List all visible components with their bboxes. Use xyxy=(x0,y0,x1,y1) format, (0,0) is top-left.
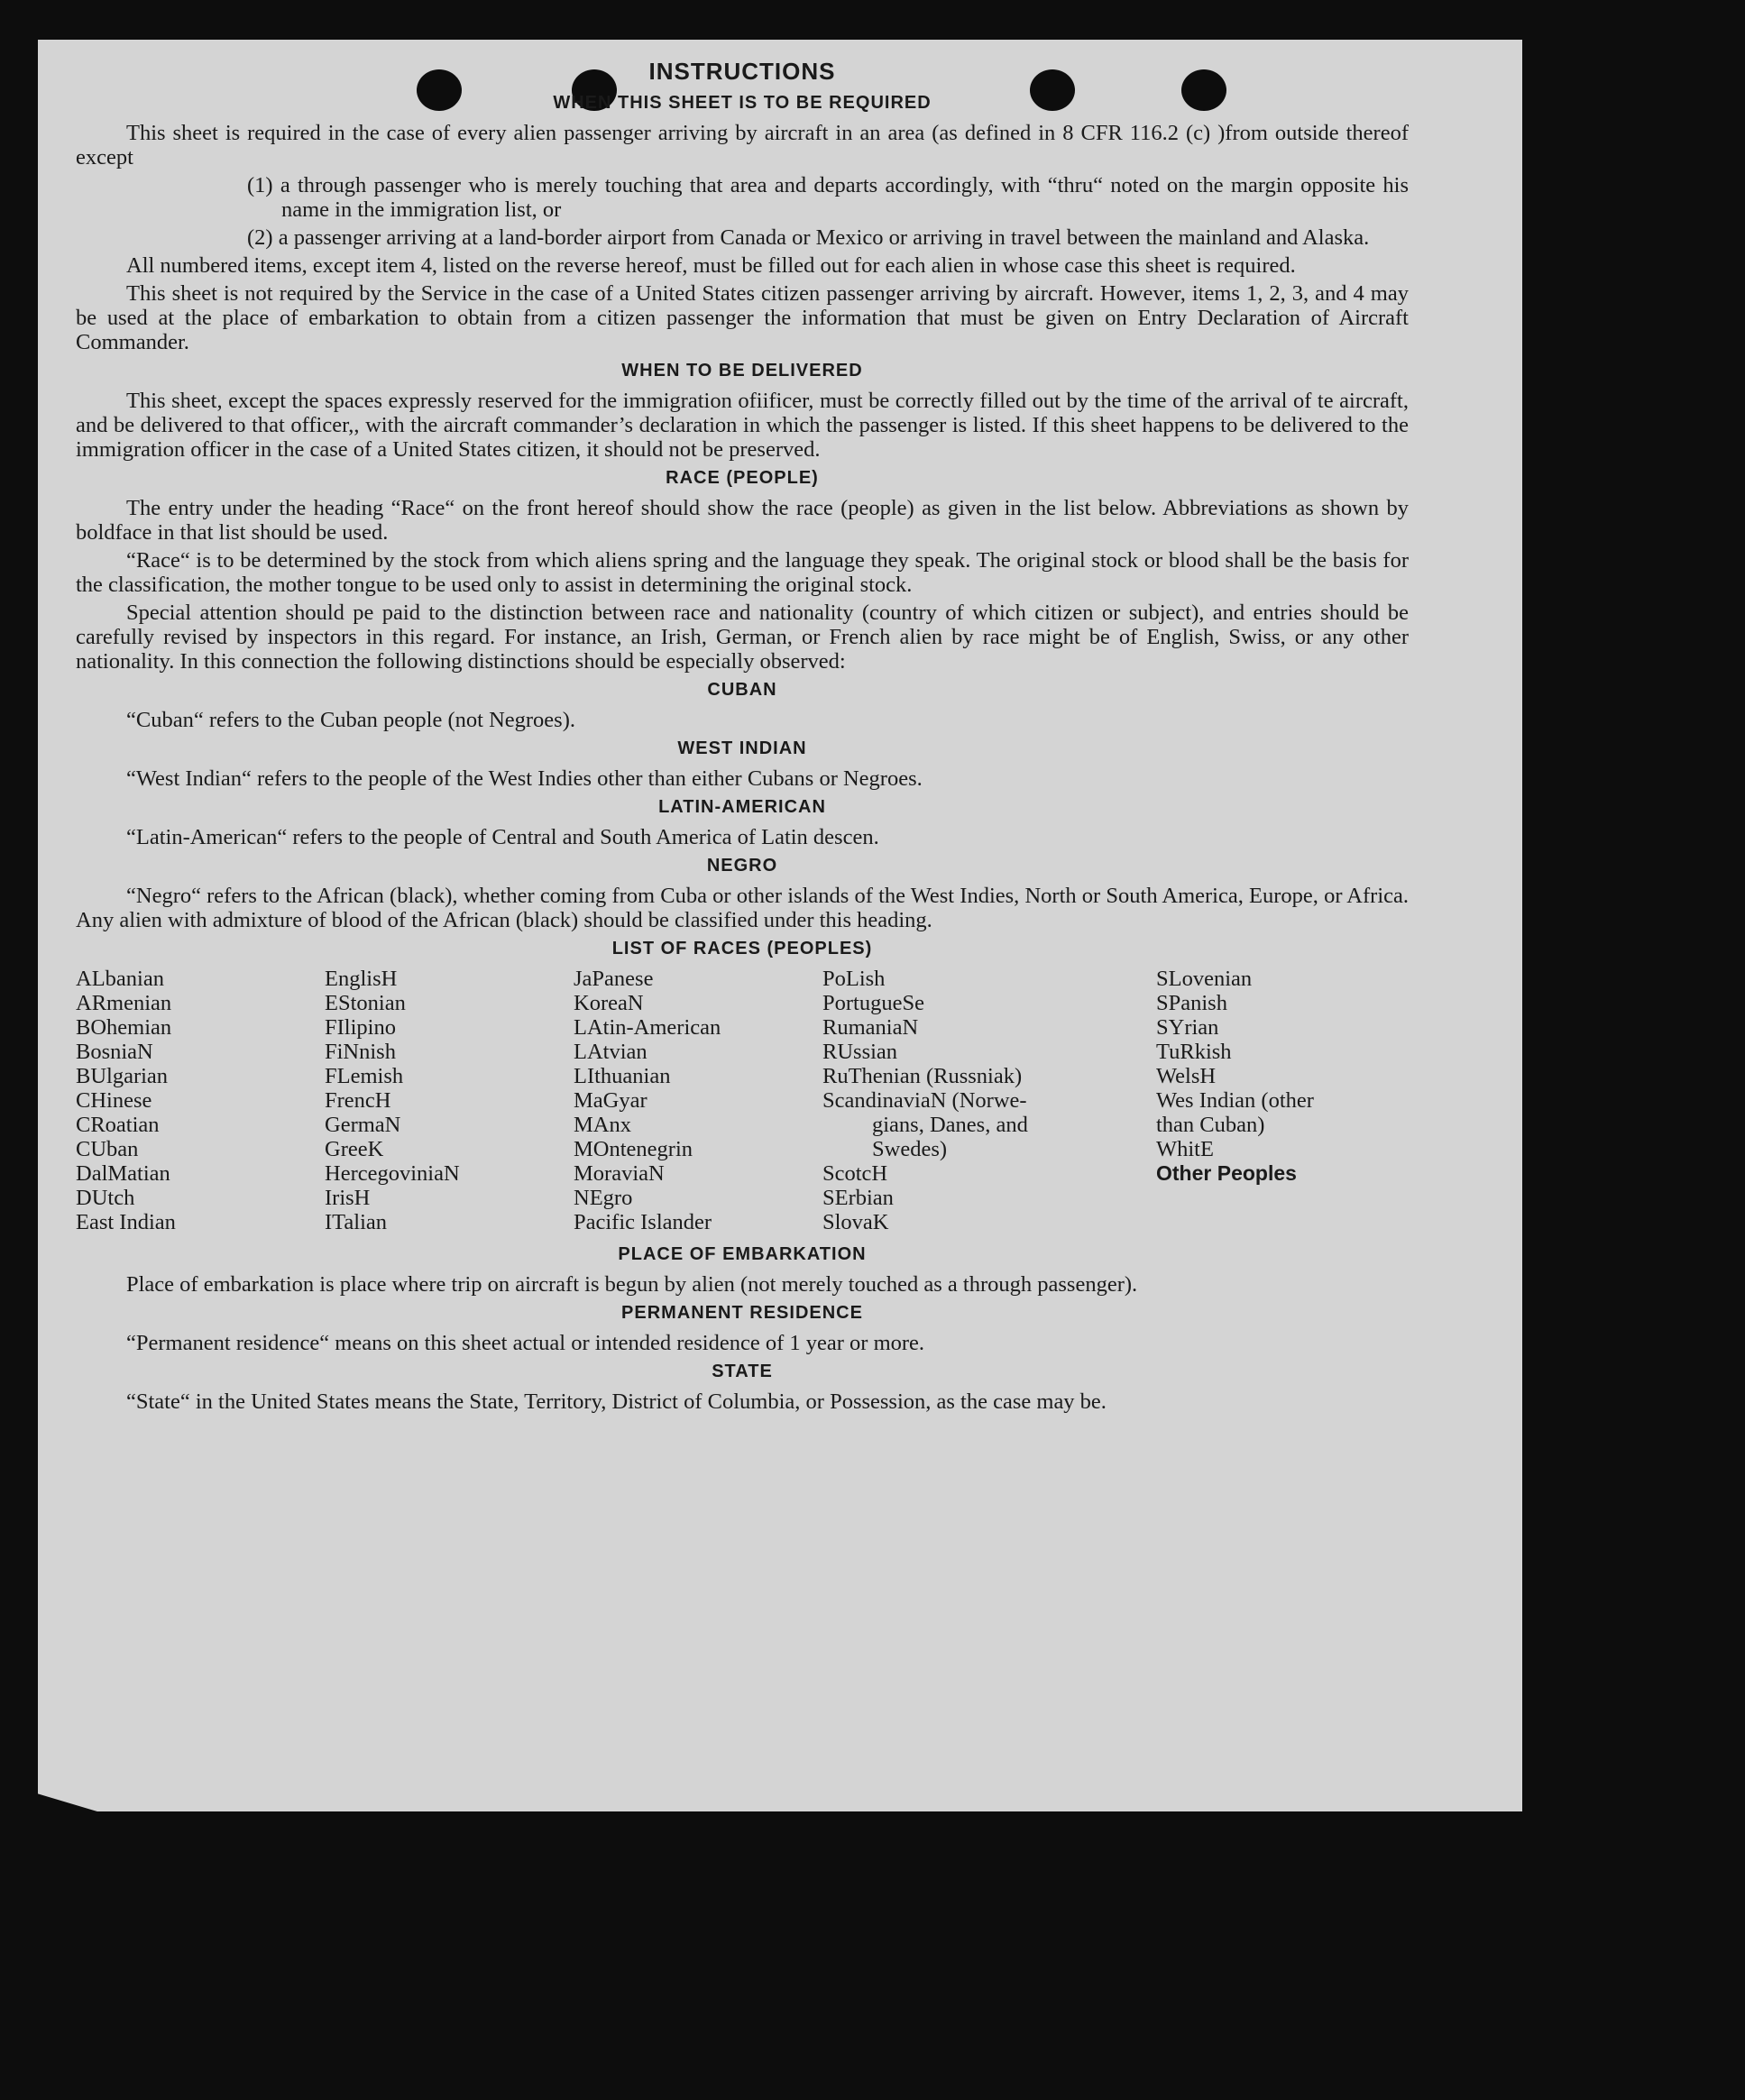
race-item: WelsH xyxy=(1156,1064,1217,1088)
section-heading-required: WHEN THIS SHEET IS TO BE REQUIRED xyxy=(553,93,932,113)
race-item: TuRkish xyxy=(1156,1040,1232,1064)
section-heading-cuban: CUBAN xyxy=(707,680,777,700)
race-item: ARmenian xyxy=(76,991,172,1015)
race-item: CHinese xyxy=(76,1088,152,1113)
races-column-1 xyxy=(76,967,325,1234)
paragraph: All numbered items, except item 4, listed on the reverse hereof, must be filled out for each alien in whose case this sheet is required. xyxy=(126,253,1296,278)
races-column-4 xyxy=(822,967,1156,1234)
race-item: CUban xyxy=(76,1137,139,1161)
race-item: RuThenian (Russniak) xyxy=(822,1064,1023,1088)
list-item: (1) a through passenger who is merely touching that area and departs accordingly, with “thru“ noted on the margin opposite his name in the immigration list, or xyxy=(247,173,1409,222)
race-item: ScandinaviaN (Norwe- xyxy=(822,1088,1027,1113)
paragraph: “Latin-American“ refers to the people of Central and South America of Latin descen. xyxy=(126,825,879,849)
race-item: BOhemian xyxy=(76,1015,172,1040)
section-heading-latin-american: LATIN-AMERICAN xyxy=(658,797,826,817)
race-item: IrisH xyxy=(325,1186,371,1210)
document-content xyxy=(76,56,1409,1417)
page-title: INSTRUCTIONS xyxy=(648,58,836,85)
race-item: JaPanese xyxy=(574,967,654,991)
race-item: HercegoviniaN xyxy=(325,1161,460,1186)
race-item: MAnx xyxy=(574,1113,631,1137)
races-column-2 xyxy=(325,967,574,1234)
race-item-other: Other Peoples xyxy=(1156,1161,1297,1185)
race-item: FLemish xyxy=(325,1064,404,1088)
race-item: Wes Indian (other xyxy=(1156,1088,1314,1113)
race-item: FIlipino xyxy=(325,1015,396,1040)
race-item: LAtvian xyxy=(574,1040,647,1064)
race-item: NEgro xyxy=(574,1186,633,1210)
races-list xyxy=(76,967,1409,1234)
race-item: Pacific Islander xyxy=(574,1210,712,1234)
paragraph: “Cuban“ refers to the Cuban people (not Negroes). xyxy=(126,708,575,732)
race-item: MOntenegrin xyxy=(574,1137,693,1161)
section-heading-race: RACE (PEOPLE) xyxy=(666,468,819,488)
section-heading-embarkation: PLACE OF EMBARKATION xyxy=(618,1244,867,1264)
paragraph: “West Indian“ refers to the people of the West Indies other than either Cubans or Negroes. xyxy=(126,766,923,791)
race-item-continuation: gians, Danes, and xyxy=(872,1113,1028,1137)
race-item: FrencH xyxy=(325,1088,391,1113)
race-item: RumaniaN xyxy=(822,1015,919,1040)
paragraph: This sheet is required in the case of every alien passenger arriving by aircraft in an area (as defined in 8 CFR 116.2 (c) )from outside thereof except xyxy=(76,121,1409,170)
race-item: MaGyar xyxy=(574,1088,647,1113)
race-item: GreeK xyxy=(325,1137,384,1161)
race-item: PortugueSe xyxy=(822,991,924,1015)
paragraph: “Negro“ refers to the African (black), whether coming from Cuba or other islands of the West Indies, North or South America, Europe, or Africa. Any alien with admixture of blood of the African (black) should be classified under this heading. xyxy=(76,884,1409,932)
race-item: ITalian xyxy=(325,1210,388,1234)
race-item: CRoatian xyxy=(76,1113,160,1137)
section-heading-negro: NEGRO xyxy=(706,856,778,876)
race-item: ScotcH xyxy=(822,1161,888,1186)
race-item: PoLish xyxy=(822,967,886,991)
race-item: BosniaN xyxy=(76,1040,153,1064)
race-item: SlovaK xyxy=(822,1210,889,1234)
race-item: ALbanian xyxy=(76,967,164,991)
race-item: SErbian xyxy=(822,1186,894,1210)
race-item: EnglisH xyxy=(325,967,398,991)
race-item: LIthuanian xyxy=(574,1064,671,1088)
paragraph: This sheet is not required by the Service in the case of a United States citizen passenger arriving by aircraft. However, items 1, 2, 3, and 4 may be used at the place of embarkation to obtain from a citizen passenger the information that must be given on Entry Declaration of Aircraft Commander. xyxy=(76,281,1409,354)
race-item: GermaN xyxy=(325,1113,401,1137)
section-heading-state: STATE xyxy=(712,1362,773,1381)
section-heading-races-list: LIST OF RACES (PEOPLES) xyxy=(611,939,873,958)
race-item: WhitE xyxy=(1156,1137,1214,1161)
paragraph: Special attention should pe paid to the distinction between race and nationality (country of which citizen or subject), and entries should be carefully revised by inspectors in this regard. For instance, an Irish, German, or French alien by race might be of English, Swiss, or any other nationality. In this connection the following distinctions should be especially observed: xyxy=(76,601,1409,674)
paragraph: This sheet, except the spaces expressly reserved for the immigration ofiificer, must be correctly filled out by the time of the arrival of te aircraft, and be delivered to that officer,, with the aircraft commander’s declaration in which the passenger is listed. If this sheet happens to be delivered to the immigration officer in the case of a United States citizen, it should not be preserved. xyxy=(76,389,1409,462)
section-heading-west-indian: WEST INDIAN xyxy=(677,738,807,758)
race-item: East Indian xyxy=(76,1210,176,1234)
race-item: BUlgarian xyxy=(76,1064,169,1088)
race-item: RUssian xyxy=(822,1040,898,1064)
race-item: SPanish xyxy=(1156,991,1227,1015)
race-item: LAtin-American xyxy=(574,1015,721,1040)
paragraph: “Permanent residence“ means on this sheet actual or intended residence of 1 year or more. xyxy=(126,1331,925,1355)
race-item: EStonian xyxy=(325,991,406,1015)
section-heading-residence: PERMANENT RESIDENCE xyxy=(621,1303,863,1323)
race-item: KoreaN xyxy=(574,991,644,1015)
race-item: DalMatian xyxy=(76,1161,170,1186)
paragraph: “Race“ is to be determined by the stock from which aliens spring and the language they speak. The original stock or blood shall be the basis for the classification, the mother tongue to be used only to assist in determining the original stock. xyxy=(76,548,1409,597)
race-item: MoraviaN xyxy=(574,1161,665,1186)
paragraph: The entry under the heading “Race“ on the front hereof should show the race (people) as given in the list below. Abbreviations as shown by boldface in that list should be used. xyxy=(76,496,1409,545)
list-item: (2) a passenger arriving at a land-border airport from Canada or Mexico or arriving in travel between the mainland and Alaska. xyxy=(247,225,1370,250)
race-item: SYrian xyxy=(1156,1015,1219,1040)
race-item-continuation: Swedes) xyxy=(872,1137,948,1161)
race-item: FiNnish xyxy=(325,1040,396,1064)
races-column-3 xyxy=(574,967,822,1234)
paragraph: “State“ in the United States means the State, Territory, District of Columbia, or Possession, as the case may be. xyxy=(126,1389,1107,1414)
section-heading-delivered: WHEN TO BE DELIVERED xyxy=(621,361,863,381)
races-column-5 xyxy=(1156,967,1409,1234)
race-item: DUtch xyxy=(76,1186,135,1210)
race-item: SLovenian xyxy=(1156,967,1253,991)
paragraph: Place of embarkation is place where trip on aircraft is begun by alien (not merely touched as a through passenger). xyxy=(126,1272,1138,1297)
race-item-continuation: than Cuban) xyxy=(1156,1113,1265,1137)
